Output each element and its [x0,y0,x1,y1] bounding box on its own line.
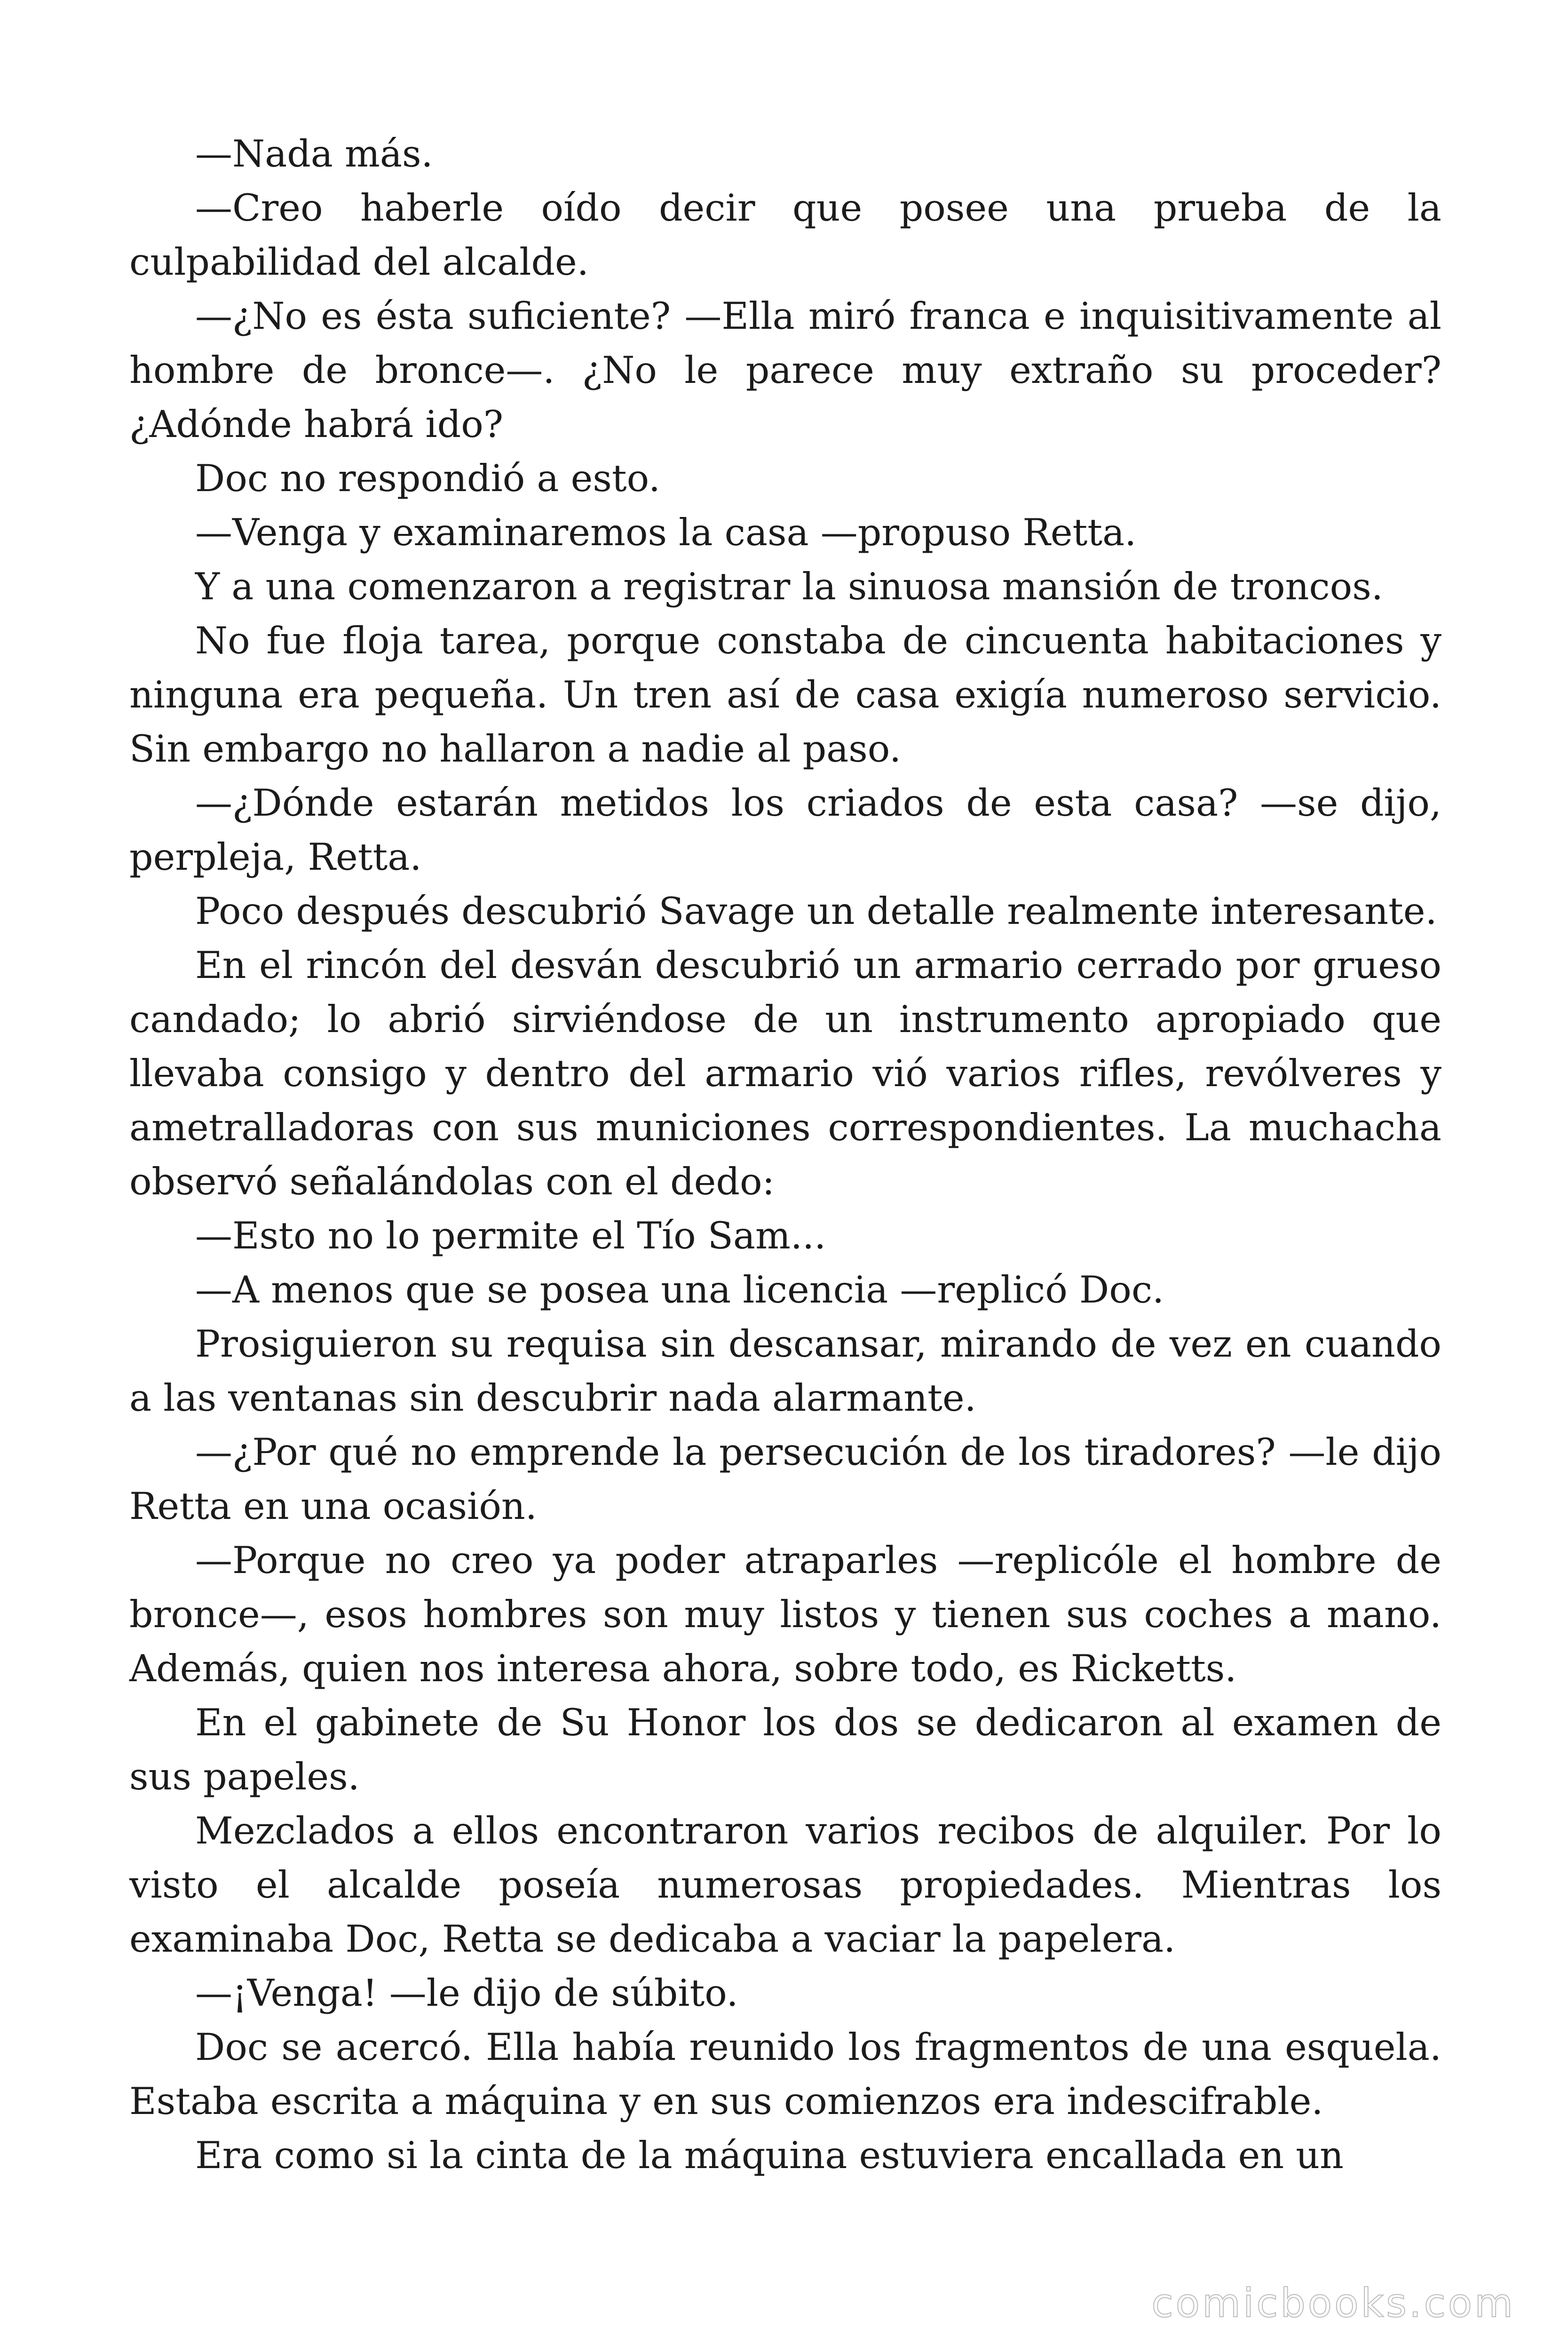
paragraph: Y a una comenzaron a registrar la sinuosa mansión de troncos. [195,565,1383,608]
paragraph: —¿No es ésta suficiente? —Ella miró franca e inquisitivamente al hombre de bronce—. ¿No le parece muy extraño su proceder? ¿Adónde habrá ido? [129,294,1441,446]
paragraph: —Venga y examinaremos la casa —propuso Retta. [195,511,1137,554]
paragraph: —Esto no lo permite el Tío Sam... [195,1214,826,1257]
paragraph: —¡Venga! —le dijo de súbito. [195,1971,738,2015]
paragraph: En el gabinete de Su Honor los dos se dedicaron al examen de sus papeles. [129,1701,1441,1798]
paragraph: Mezclados a ellos encontraron varios recibos de alquiler. Por lo visto el alcalde poseía numerosas propiedades. Mientras los examinaba Doc, Retta se dedicaba a vaciar la papelera. [129,1809,1441,1961]
paragraph: Doc se acercó. Ella había reunido los fragmentos de una esquela. Estaba escrita a máquina y en sus comienzos era indescifrable. [129,2026,1441,2123]
paragraph: Era como si la cinta de la máquina estuviera encallada en un [195,2134,1344,2177]
paragraph: No fue floja tarea, porque constaba de cincuenta habitaciones y ninguna era pequeña. Un tren así de casa exigía numeroso servicio. Sin embargo no hallaron a nadie al paso. [129,619,1441,771]
watermark: comicbooks.com [1151,2280,1515,2326]
paragraph: —Creo haberle oído decir que posee una prueba de la culpabilidad del alcalde. [129,186,1441,284]
paragraph: Prosiguieron su requisa sin descansar, mirando de vez en cuando a las ventanas sin descubrir nada alarmante. [129,1322,1441,1420]
paragraph: En el rincón del desván descubrió un armario cerrado por grueso candado; lo abrió sirviéndose de un instrumento apropiado que llevaba consigo y dentro del armario vió varios rifles, revólveres y ametralladoras con sus municiones correspondientes. La muchacha observó señalándolas con el dedo: [129,944,1441,1203]
paragraph: —Nada más. [195,132,433,175]
page-text [129,127,1441,2183]
paragraph: —A menos que se posea una licencia —replicó Doc. [195,1268,1164,1311]
paragraph: —Porque no creo ya poder atraparles —replicóle el hombre de bronce—, esos hombres son muy listos y tienen sus coches a mano. Además, quien nos interesa ahora, sobre todo, es Ricketts. [129,1539,1441,1690]
paragraph: Poco después descubrió Savage un detalle realmente interesante. [195,890,1437,933]
paragraph: Doc no respondió a esto. [195,457,660,500]
paragraph: —¿Dónde estarán metidos los criados de esta casa? —se dijo, perpleja, Retta. [129,781,1441,879]
paragraph: —¿Por qué no emprende la persecución de los tiradores? —le dijo Retta en una ocasión. [129,1430,1441,1528]
